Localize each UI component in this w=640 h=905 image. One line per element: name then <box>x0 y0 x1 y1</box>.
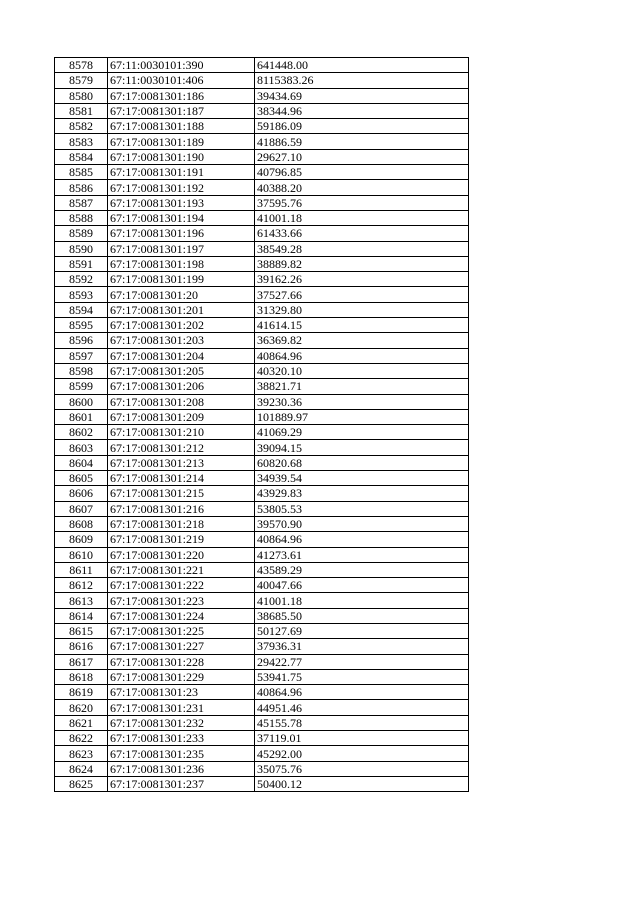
cadastral-number-cell: 67:17:0081301:228 <box>108 654 255 669</box>
cadastral-number-cell: 67:17:0081301:218 <box>108 516 255 531</box>
amount-cell: 37119.01 <box>255 731 469 746</box>
table-row <box>55 226 469 241</box>
amount-cell: 40864.96 <box>255 348 469 363</box>
table-row <box>55 440 469 455</box>
amount-cell: 53941.75 <box>255 669 469 684</box>
amount-cell: 50400.12 <box>255 776 469 791</box>
cadastral-number-cell: 67:17:0081301:208 <box>108 394 255 409</box>
row-number-cell: 8605 <box>55 471 108 486</box>
amount-cell: 37595.76 <box>255 195 469 210</box>
cadastral-number-cell: 67:11:0030101:390 <box>108 58 255 73</box>
row-number-cell: 8581 <box>55 103 108 118</box>
amount-cell: 60820.68 <box>255 455 469 470</box>
table-row <box>55 501 469 516</box>
table-row <box>55 639 469 654</box>
cadastral-number-cell: 67:17:0081301:220 <box>108 547 255 562</box>
table-row <box>55 119 469 134</box>
cadastral-number-cell: 67:17:0081301:237 <box>108 776 255 791</box>
table-row <box>55 302 469 317</box>
row-number-cell: 8625 <box>55 776 108 791</box>
row-number-cell: 8607 <box>55 501 108 516</box>
cadastral-number-cell: 67:17:0081301:232 <box>108 715 255 730</box>
table-row <box>55 58 469 73</box>
row-number-cell: 8612 <box>55 578 108 593</box>
cadastral-number-cell: 67:17:0081301:206 <box>108 379 255 394</box>
cadastral-number-cell: 67:17:0081301:189 <box>108 134 255 149</box>
row-number-cell: 8608 <box>55 516 108 531</box>
table-row <box>55 195 469 210</box>
row-number-cell: 8602 <box>55 425 108 440</box>
row-number-cell: 8586 <box>55 180 108 195</box>
amount-cell: 41886.59 <box>255 134 469 149</box>
table-row <box>55 409 469 424</box>
table-row <box>55 272 469 287</box>
amount-cell: 31329.80 <box>255 302 469 317</box>
amount-cell: 40047.66 <box>255 578 469 593</box>
cadastral-number-cell: 67:17:0081301:233 <box>108 731 255 746</box>
row-number-cell: 8613 <box>55 593 108 608</box>
table-row <box>55 516 469 531</box>
row-number-cell: 8580 <box>55 88 108 103</box>
amount-cell: 45292.00 <box>255 746 469 761</box>
table-row <box>55 593 469 608</box>
row-number-cell: 8584 <box>55 149 108 164</box>
amount-cell: 35075.76 <box>255 761 469 776</box>
table-row <box>55 180 469 195</box>
cadastral-number-cell: 67:17:0081301:201 <box>108 302 255 317</box>
table-row <box>55 608 469 623</box>
cadastral-number-cell: 67:17:0081301:193 <box>108 195 255 210</box>
row-number-cell: 8610 <box>55 547 108 562</box>
row-number-cell: 8623 <box>55 746 108 761</box>
amount-cell: 8115383.26 <box>255 73 469 88</box>
amount-cell: 36369.82 <box>255 333 469 348</box>
table-row <box>55 486 469 501</box>
row-number-cell: 8588 <box>55 210 108 225</box>
data-table <box>54 57 469 792</box>
table-row <box>55 700 469 715</box>
table-row <box>55 669 469 684</box>
table-row <box>55 562 469 577</box>
amount-cell: 53805.53 <box>255 501 469 516</box>
row-number-cell: 8596 <box>55 333 108 348</box>
row-number-cell: 8597 <box>55 348 108 363</box>
amount-cell: 41614.15 <box>255 318 469 333</box>
cadastral-number-cell: 67:17:0081301:231 <box>108 700 255 715</box>
table-row <box>55 532 469 547</box>
amount-cell: 50127.69 <box>255 623 469 638</box>
row-number-cell: 8616 <box>55 639 108 654</box>
row-number-cell: 8604 <box>55 455 108 470</box>
row-number-cell: 8594 <box>55 302 108 317</box>
table-row <box>55 318 469 333</box>
cadastral-number-cell: 67:17:0081301:216 <box>108 501 255 516</box>
table-row <box>55 776 469 791</box>
row-number-cell: 8611 <box>55 562 108 577</box>
amount-cell: 38821.71 <box>255 379 469 394</box>
row-number-cell: 8614 <box>55 608 108 623</box>
cadastral-number-cell: 67:17:0081301:219 <box>108 532 255 547</box>
cadastral-number-cell: 67:17:0081301:196 <box>108 226 255 241</box>
row-number-cell: 8592 <box>55 272 108 287</box>
table-body <box>55 58 469 792</box>
row-number-cell: 8598 <box>55 363 108 378</box>
table-row <box>55 715 469 730</box>
amount-cell: 38685.50 <box>255 608 469 623</box>
cadastral-number-cell: 67:17:0081301:214 <box>108 471 255 486</box>
cadastral-number-cell: 67:17:0081301:222 <box>108 578 255 593</box>
amount-cell: 43589.29 <box>255 562 469 577</box>
table-row <box>55 73 469 88</box>
amount-cell: 39434.69 <box>255 88 469 103</box>
amount-cell: 45155.78 <box>255 715 469 730</box>
table-row <box>55 134 469 149</box>
amount-cell: 41273.61 <box>255 547 469 562</box>
cadastral-number-cell: 67:17:0081301:236 <box>108 761 255 776</box>
cadastral-number-cell: 67:17:0081301:197 <box>108 241 255 256</box>
amount-cell: 38344.96 <box>255 103 469 118</box>
cadastral-number-cell: 67:17:0081301:192 <box>108 180 255 195</box>
amount-cell: 41001.18 <box>255 210 469 225</box>
row-number-cell: 8585 <box>55 165 108 180</box>
amount-cell: 37527.66 <box>255 287 469 302</box>
cadastral-number-cell: 67:17:0081301:202 <box>108 318 255 333</box>
cadastral-number-cell: 67:17:0081301:199 <box>108 272 255 287</box>
amount-cell: 39230.36 <box>255 394 469 409</box>
amount-cell: 40796.85 <box>255 165 469 180</box>
amount-cell: 40864.96 <box>255 532 469 547</box>
amount-cell: 39162.26 <box>255 272 469 287</box>
cadastral-number-cell: 67:17:0081301:221 <box>108 562 255 577</box>
row-number-cell: 8582 <box>55 119 108 134</box>
cadastral-number-cell: 67:17:0081301:212 <box>108 440 255 455</box>
row-number-cell: 8590 <box>55 241 108 256</box>
cadastral-number-cell: 67:17:0081301:209 <box>108 409 255 424</box>
amount-cell: 29422.77 <box>255 654 469 669</box>
table-row <box>55 623 469 638</box>
cadastral-number-cell: 67:17:0081301:203 <box>108 333 255 348</box>
cadastral-number-cell: 67:17:0081301:224 <box>108 608 255 623</box>
cadastral-number-cell: 67:17:0081301:194 <box>108 210 255 225</box>
cadastral-number-cell: 67:17:0081301:191 <box>108 165 255 180</box>
amount-cell: 40320.10 <box>255 363 469 378</box>
table-row <box>55 103 469 118</box>
cadastral-number-cell: 67:17:0081301:225 <box>108 623 255 638</box>
table-row <box>55 379 469 394</box>
row-number-cell: 8587 <box>55 195 108 210</box>
cadastral-number-cell: 67:17:0081301:227 <box>108 639 255 654</box>
row-number-cell: 8615 <box>55 623 108 638</box>
row-number-cell: 8579 <box>55 73 108 88</box>
table-row <box>55 241 469 256</box>
cadastral-number-cell: 67:17:0081301:229 <box>108 669 255 684</box>
row-number-cell: 8609 <box>55 532 108 547</box>
cadastral-number-cell: 67:17:0081301:213 <box>108 455 255 470</box>
table-row <box>55 88 469 103</box>
table-row <box>55 210 469 225</box>
cadastral-number-cell: 67:17:0081301:187 <box>108 103 255 118</box>
row-number-cell: 8589 <box>55 226 108 241</box>
cadastral-number-cell: 67:11:0030101:406 <box>108 73 255 88</box>
row-number-cell: 8583 <box>55 134 108 149</box>
table-row <box>55 287 469 302</box>
amount-cell: 37936.31 <box>255 639 469 654</box>
cadastral-number-cell: 67:17:0081301:204 <box>108 348 255 363</box>
table-row <box>55 394 469 409</box>
amount-cell: 641448.00 <box>255 58 469 73</box>
amount-cell: 44951.46 <box>255 700 469 715</box>
amount-cell: 59186.09 <box>255 119 469 134</box>
cadastral-number-cell: 67:17:0081301:210 <box>108 425 255 440</box>
amount-cell: 41069.29 <box>255 425 469 440</box>
row-number-cell: 8622 <box>55 731 108 746</box>
table-row <box>55 761 469 776</box>
table-row <box>55 455 469 470</box>
row-number-cell: 8603 <box>55 440 108 455</box>
amount-cell: 61433.66 <box>255 226 469 241</box>
table-row <box>55 425 469 440</box>
cadastral-number-cell: 67:17:0081301:23 <box>108 685 255 700</box>
row-number-cell: 8619 <box>55 685 108 700</box>
row-number-cell: 8600 <box>55 394 108 409</box>
amount-cell: 101889.97 <box>255 409 469 424</box>
amount-cell: 41001.18 <box>255 593 469 608</box>
table-row <box>55 731 469 746</box>
row-number-cell: 8620 <box>55 700 108 715</box>
amount-cell: 40388.20 <box>255 180 469 195</box>
row-number-cell: 8599 <box>55 379 108 394</box>
cadastral-number-cell: 67:17:0081301:20 <box>108 287 255 302</box>
table-row <box>55 363 469 378</box>
row-number-cell: 8617 <box>55 654 108 669</box>
table-row <box>55 333 469 348</box>
table-row <box>55 471 469 486</box>
amount-cell: 39570.90 <box>255 516 469 531</box>
table-row <box>55 149 469 164</box>
amount-cell: 29627.10 <box>255 149 469 164</box>
table-row <box>55 165 469 180</box>
cadastral-number-cell: 67:17:0081301:205 <box>108 363 255 378</box>
amount-cell: 43929.83 <box>255 486 469 501</box>
amount-cell: 34939.54 <box>255 471 469 486</box>
row-number-cell: 8624 <box>55 761 108 776</box>
row-number-cell: 8618 <box>55 669 108 684</box>
cadastral-number-cell: 67:17:0081301:223 <box>108 593 255 608</box>
cadastral-number-cell: 67:17:0081301:215 <box>108 486 255 501</box>
cadastral-number-cell: 67:17:0081301:190 <box>108 149 255 164</box>
cadastral-number-cell: 67:17:0081301:198 <box>108 256 255 271</box>
amount-cell: 38549.28 <box>255 241 469 256</box>
row-number-cell: 8593 <box>55 287 108 302</box>
table-row <box>55 685 469 700</box>
row-number-cell: 8601 <box>55 409 108 424</box>
amount-cell: 39094.15 <box>255 440 469 455</box>
amount-cell: 40864.96 <box>255 685 469 700</box>
row-number-cell: 8595 <box>55 318 108 333</box>
table-row <box>55 578 469 593</box>
cadastral-number-cell: 67:17:0081301:186 <box>108 88 255 103</box>
cadastral-number-cell: 67:17:0081301:188 <box>108 119 255 134</box>
cadastral-number-cell: 67:17:0081301:235 <box>108 746 255 761</box>
table-row <box>55 746 469 761</box>
table-row <box>55 654 469 669</box>
row-number-cell: 8578 <box>55 58 108 73</box>
amount-cell: 38889.82 <box>255 256 469 271</box>
row-number-cell: 8621 <box>55 715 108 730</box>
table-row <box>55 547 469 562</box>
table-row <box>55 348 469 363</box>
row-number-cell: 8606 <box>55 486 108 501</box>
table-row <box>55 256 469 271</box>
row-number-cell: 8591 <box>55 256 108 271</box>
